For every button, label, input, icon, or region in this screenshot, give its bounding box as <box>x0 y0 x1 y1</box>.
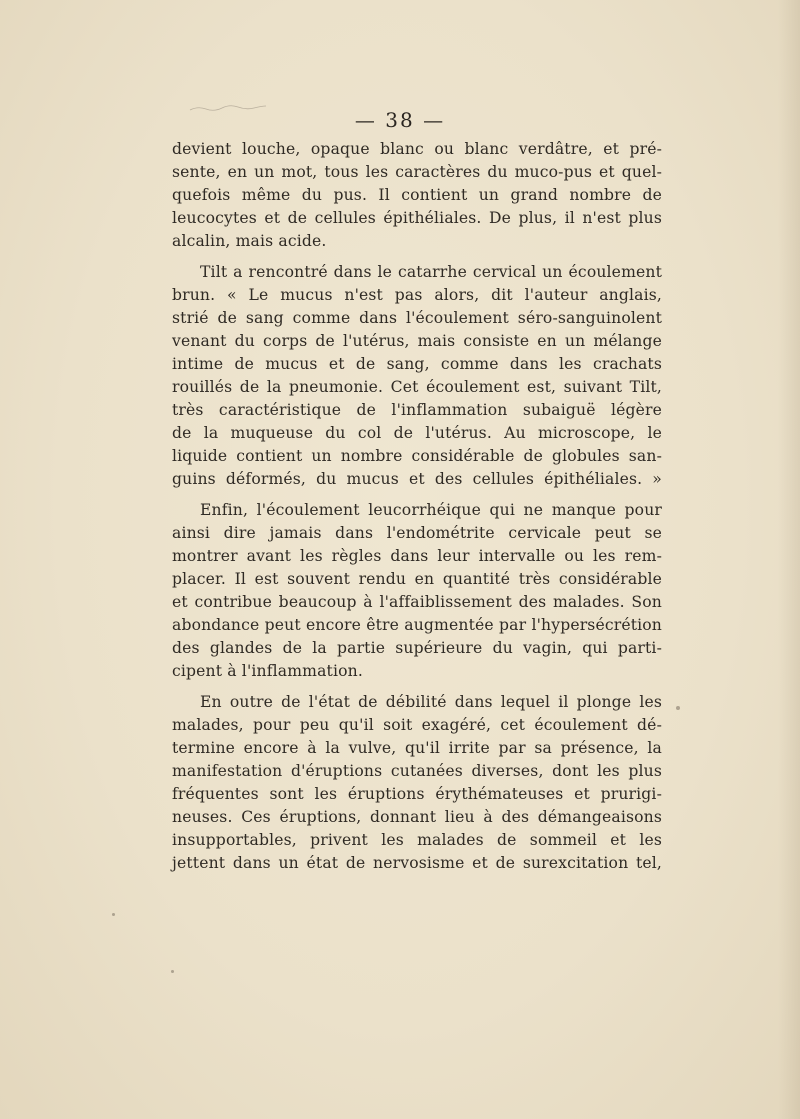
paragraph-spacer <box>172 491 662 499</box>
text-line: leucocytes et de cellules épithéliales. De plus, il n'est plus <box>172 209 662 227</box>
ink-speck <box>171 970 174 973</box>
text-line: En outre de l'état de débilité dans lequel il plonge les <box>200 693 662 711</box>
text-line: et contribue beaucoup à l'affaiblissement des malades. Son <box>172 593 662 611</box>
text-line: jettent dans un état de nervosisme et de surexcitation tel, <box>172 854 662 872</box>
text-line: neuses. Ces éruptions, donnant lieu à des démangeaisons <box>172 808 662 826</box>
text-line: de la muqueuse du col de l'utérus. Au microscope, le <box>172 424 662 442</box>
text-line: intime de mucus et de sang, comme dans les crachats <box>172 355 662 373</box>
text-line: liquide contient un nombre considérable de globules san- <box>172 447 662 465</box>
text-line: brun. « Le mucus n'est pas alors, dit l'auteur anglais, <box>172 286 662 304</box>
text-line: alcalin, mais acide. <box>172 232 327 250</box>
text-line: placer. Il est souvent rendu en quantité très considérable <box>172 570 662 588</box>
text-line: strié de sang comme dans l'écoulement séro-sanguinolent <box>172 309 662 327</box>
text-line: ainsi dire jamais dans l'endométrite cervicale peut se <box>172 524 662 542</box>
text-line: montrer avant les règles dans leur intervalle ou les rem- <box>172 547 662 565</box>
text-line: rouillés de la pneumonie. Cet écoulement est, suivant Tilt, <box>172 378 662 396</box>
text-line: Tilt a rencontré dans le catarrhe cervical un écoulement <box>200 263 662 281</box>
paragraph-4 <box>172 691 662 875</box>
text-line: venant du corps de l'utérus, mais consiste en un mélange <box>172 332 662 350</box>
text-line: insupportables, privent les malades de sommeil et les <box>172 831 662 849</box>
page-number: — 38 — <box>354 108 446 132</box>
ink-speck <box>676 706 680 710</box>
text-line: abondance peut encore être augmentée par l'hypersécrétion <box>172 616 662 634</box>
text-line: termine encore à la vulve, qu'il irrite par sa présence, la <box>172 739 662 757</box>
text-line: fréquentes sont les éruptions érythémateuses et prurigi- <box>172 785 662 803</box>
text-line: quefois même du pus. Il contient un grand nombre de <box>172 186 662 204</box>
text-line: des glandes de la partie supérieure du vagin, qui parti- <box>172 639 662 657</box>
text-line: devient louche, opaque blanc ou blanc verdâtre, et pré- <box>172 140 662 158</box>
page-edge-shadow <box>778 0 800 1119</box>
text-line: sente, en un mot, tous les caractères du muco-pus et quel- <box>172 163 662 181</box>
body-text <box>172 138 662 875</box>
text-line: très caractéristique de l'inflammation subaiguë légère <box>172 401 662 419</box>
paragraph-spacer <box>172 683 662 691</box>
paragraph-spacer <box>172 253 662 261</box>
text-line: manifestation d'éruptions cutanées diverses, dont les plus <box>172 762 662 780</box>
text-line: cipent à l'inflammation. <box>172 662 363 680</box>
ink-speck <box>112 913 115 916</box>
text-line: malades, pour peu qu'il soit exagéré, cet écoulement dé- <box>172 716 662 734</box>
paragraph-2 <box>172 261 662 491</box>
text-line: guins déformés, du mucus et des cellules épithéliales. » <box>172 470 662 488</box>
text-line: Enfin, l'écoulement leucorrhéique qui ne manque pour <box>200 501 662 519</box>
paragraph-3 <box>172 499 662 683</box>
paragraph-1 <box>172 138 662 253</box>
